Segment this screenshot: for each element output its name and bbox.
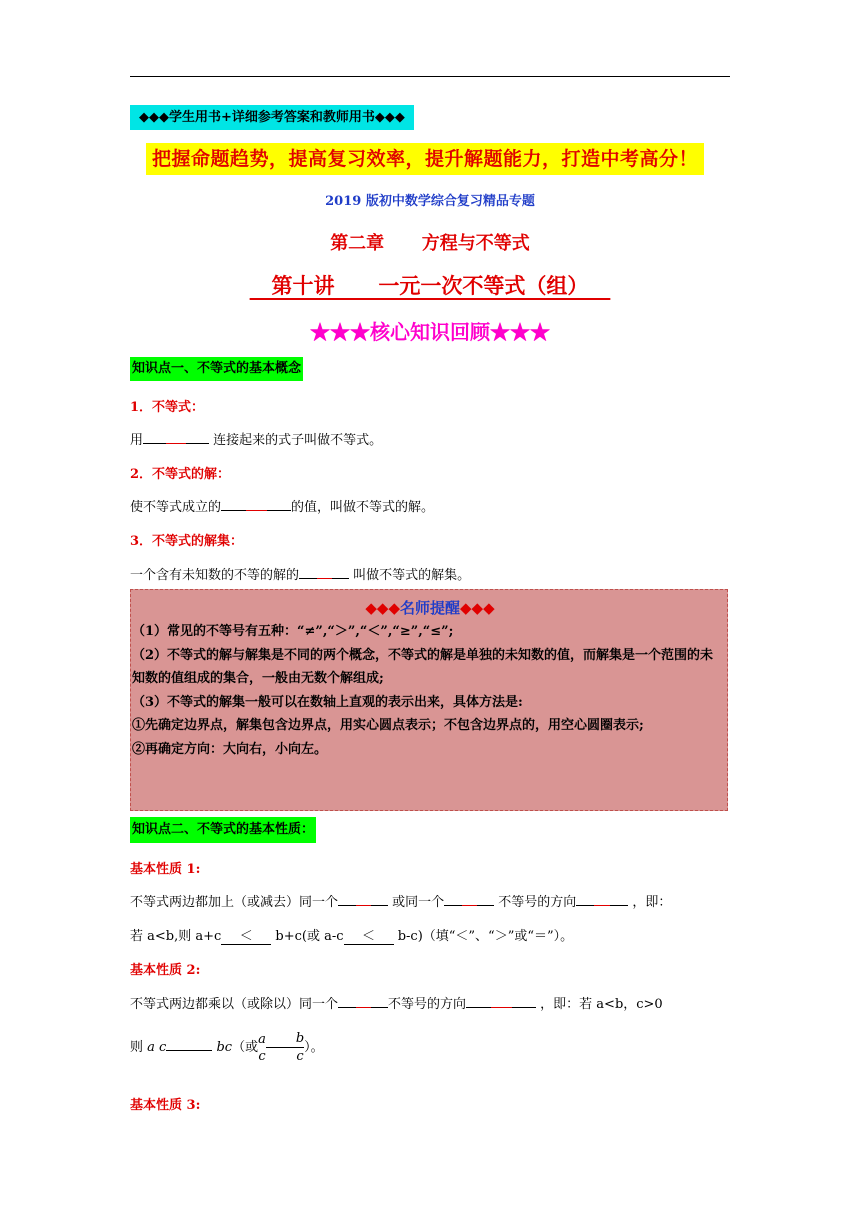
item2-blank: [221, 498, 291, 511]
prop1-answer1: ＜: [221, 925, 271, 945]
prop1-title: 基本性质 1:: [130, 862, 201, 877]
tip-line: ②再确定方向：大向右，小向左。: [132, 741, 328, 757]
prop1-text-d: ，即：: [628, 895, 672, 910]
prop2-blank1: [338, 995, 388, 1008]
prop1-line2-c: b-c)（填“＜”、“＞”或“＝”）。: [393, 929, 574, 944]
fraction-b-over-c: $\frac{b}{c}$: [295, 1031, 305, 1064]
tip-line: （3）不等式的解集一般可以在数轴上直观的表示出来，具体方法是:: [132, 694, 523, 710]
prop1-text-c: 不等号的方向: [494, 895, 577, 910]
item3-text: [130, 564, 470, 583]
prop1-text-b: 或同一个: [388, 895, 445, 910]
prop2-text-b: 不等号的方向: [388, 997, 467, 1012]
prop1-text-a: 不等式两边都加上（或减去）同一个: [130, 895, 339, 910]
tip-line: （2）不等式的解与解集是不同的两个概念，不等式的解是单独的未知数的值，而解集是一个范围的未知数的值组成的集合，一般由无数个解组成;: [132, 647, 714, 686]
prop1-line1: [130, 891, 671, 910]
item3-after: 叫做不等式的解集。: [349, 568, 471, 583]
lecture-title-text: 第十讲 一元一次不等式（组）: [249, 273, 611, 298]
fraction-a-over-c: a c: [258, 1031, 266, 1064]
prop2-end: ）。: [304, 1040, 324, 1055]
section1-heading: 知识点一、不等式的基本概念: [130, 357, 303, 381]
diamond-icon: ◆◆◆: [365, 599, 400, 617]
prop1-blank3: [576, 893, 628, 906]
item2-after: 的值，叫做不等式的解。: [291, 500, 435, 515]
prop2-text-c: ，即：若 a<b，c>0: [536, 997, 663, 1012]
item2-text: [130, 496, 434, 515]
header-rule: [130, 76, 730, 77]
prop2-or: （或: [232, 1040, 259, 1055]
item3-before: 一个含有未知数的不等的解的: [130, 568, 300, 583]
prop1-line2-b: b+c(或 a-c: [271, 929, 344, 944]
prop3-title: 基本性质 3:: [130, 1098, 201, 1113]
tips-title: [130, 597, 730, 618]
item1-text: [130, 429, 382, 448]
diamond-icon: ◆◆◆: [460, 599, 495, 617]
prop2-line2: [130, 1030, 324, 1065]
series-subtitle: 2019 版初中数学综合复习精品专题: [325, 194, 535, 209]
prop2-blank4: [266, 1047, 296, 1048]
item3-title: 3．不等式的解集：: [130, 534, 244, 549]
prop1-blank2: [444, 893, 494, 906]
resource-banner: ◆◆◆学生用书+详细参考答案和教师用书◆◆◆: [130, 105, 414, 130]
prop2-bc: bc: [216, 1040, 233, 1055]
tip-line: （1）常见的不等号有五种：“≠”,“＞”,“＜”,“≥”,“≤”;: [132, 624, 454, 639]
lecture-title: [0, 270, 860, 300]
prop2-line2-a: 则: [130, 1040, 148, 1055]
item1-before: 用: [130, 433, 144, 448]
prop1-blank1: [338, 893, 388, 906]
prop2-text-a: 不等式两边都乘以（或除以）同一个: [130, 997, 339, 1012]
review-heading: ★★★核心知识回顾★★★: [310, 320, 550, 344]
prop2-line1: [130, 993, 663, 1012]
slogan-banner: 把握命题趋势，提高复习效率，提升解题能力，打造中考高分！: [146, 143, 704, 175]
item2-before: 使不等式成立的: [130, 500, 222, 515]
prop2-title: 基本性质 2:: [130, 963, 201, 978]
tips-content: [132, 620, 726, 761]
prop1-line2: [130, 925, 573, 945]
tip-line: ①先确定边界点，解集包含边界点，用实心圆点表示；不包含边界点的，用空心圆圈表示;: [132, 718, 644, 733]
section2-heading: 知识点二、不等式的基本性质：: [130, 817, 316, 843]
item1-title: 1．不等式：: [130, 400, 205, 415]
item3-blank: [299, 566, 349, 579]
prop1-answer2: ＜: [344, 925, 394, 945]
prop2-blank3: [166, 1038, 212, 1051]
chapter-title: 第二章 方程与不等式: [330, 233, 530, 254]
prop2-blank2: [466, 995, 536, 1008]
item1-blank: [143, 431, 209, 444]
item2-title: 2．不等式的解：: [130, 467, 231, 482]
prop1-line2-a: 若 a<b,则 a+c: [130, 929, 222, 944]
item1-after: 连接起来的式子叫做不等式。: [209, 433, 383, 448]
tips-title-text: 名师提醒: [399, 599, 460, 617]
prop2-ac: a c: [147, 1040, 167, 1055]
